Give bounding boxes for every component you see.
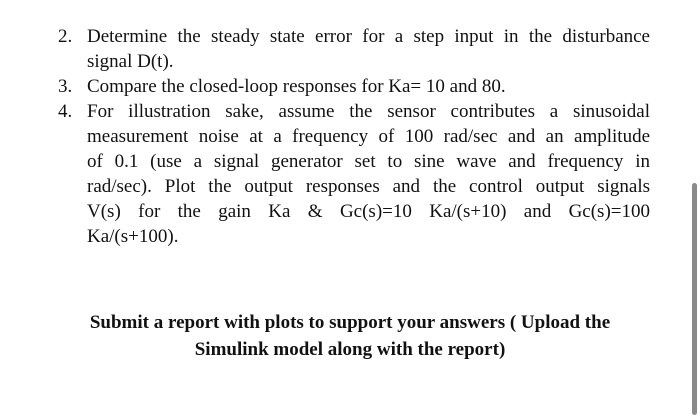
item-line: Ka/(s+100). xyxy=(87,226,179,247)
item-line: of 0.1 (use a signal generator set to sine wave and frequency in xyxy=(87,151,650,172)
item-line: measurement noise at a frequency of 100 rad/sec and an amplitude xyxy=(87,126,650,147)
item-line: rad/sec). Plot the output responses and the control output signals xyxy=(87,176,650,197)
item-line: Compare the closed-loop responses for Ka= 10 and 80. xyxy=(87,76,506,97)
item-line: V(s) for the gain Ka & Gc(s)=10 Ka/(s+10) and Gc(s)=100 xyxy=(87,201,650,222)
submit-instruction-line-1: Submit a report with plots to support your answers ( Upload the xyxy=(89,312,611,333)
item-line: Determine the steady state error for a step input in the disturbance xyxy=(87,26,650,47)
item-number: 2. xyxy=(58,26,73,47)
item-line: signal D(t). xyxy=(87,51,174,72)
item-number: 3. xyxy=(58,76,73,97)
item-number: 4. xyxy=(58,101,73,122)
scrollbar-thumb[interactable] xyxy=(692,183,697,415)
submit-instruction-line-2: Simulink model along with the report) xyxy=(194,339,506,360)
item-line: For illustration sake, assume the sensor contributes a sinusoidal xyxy=(87,101,650,122)
